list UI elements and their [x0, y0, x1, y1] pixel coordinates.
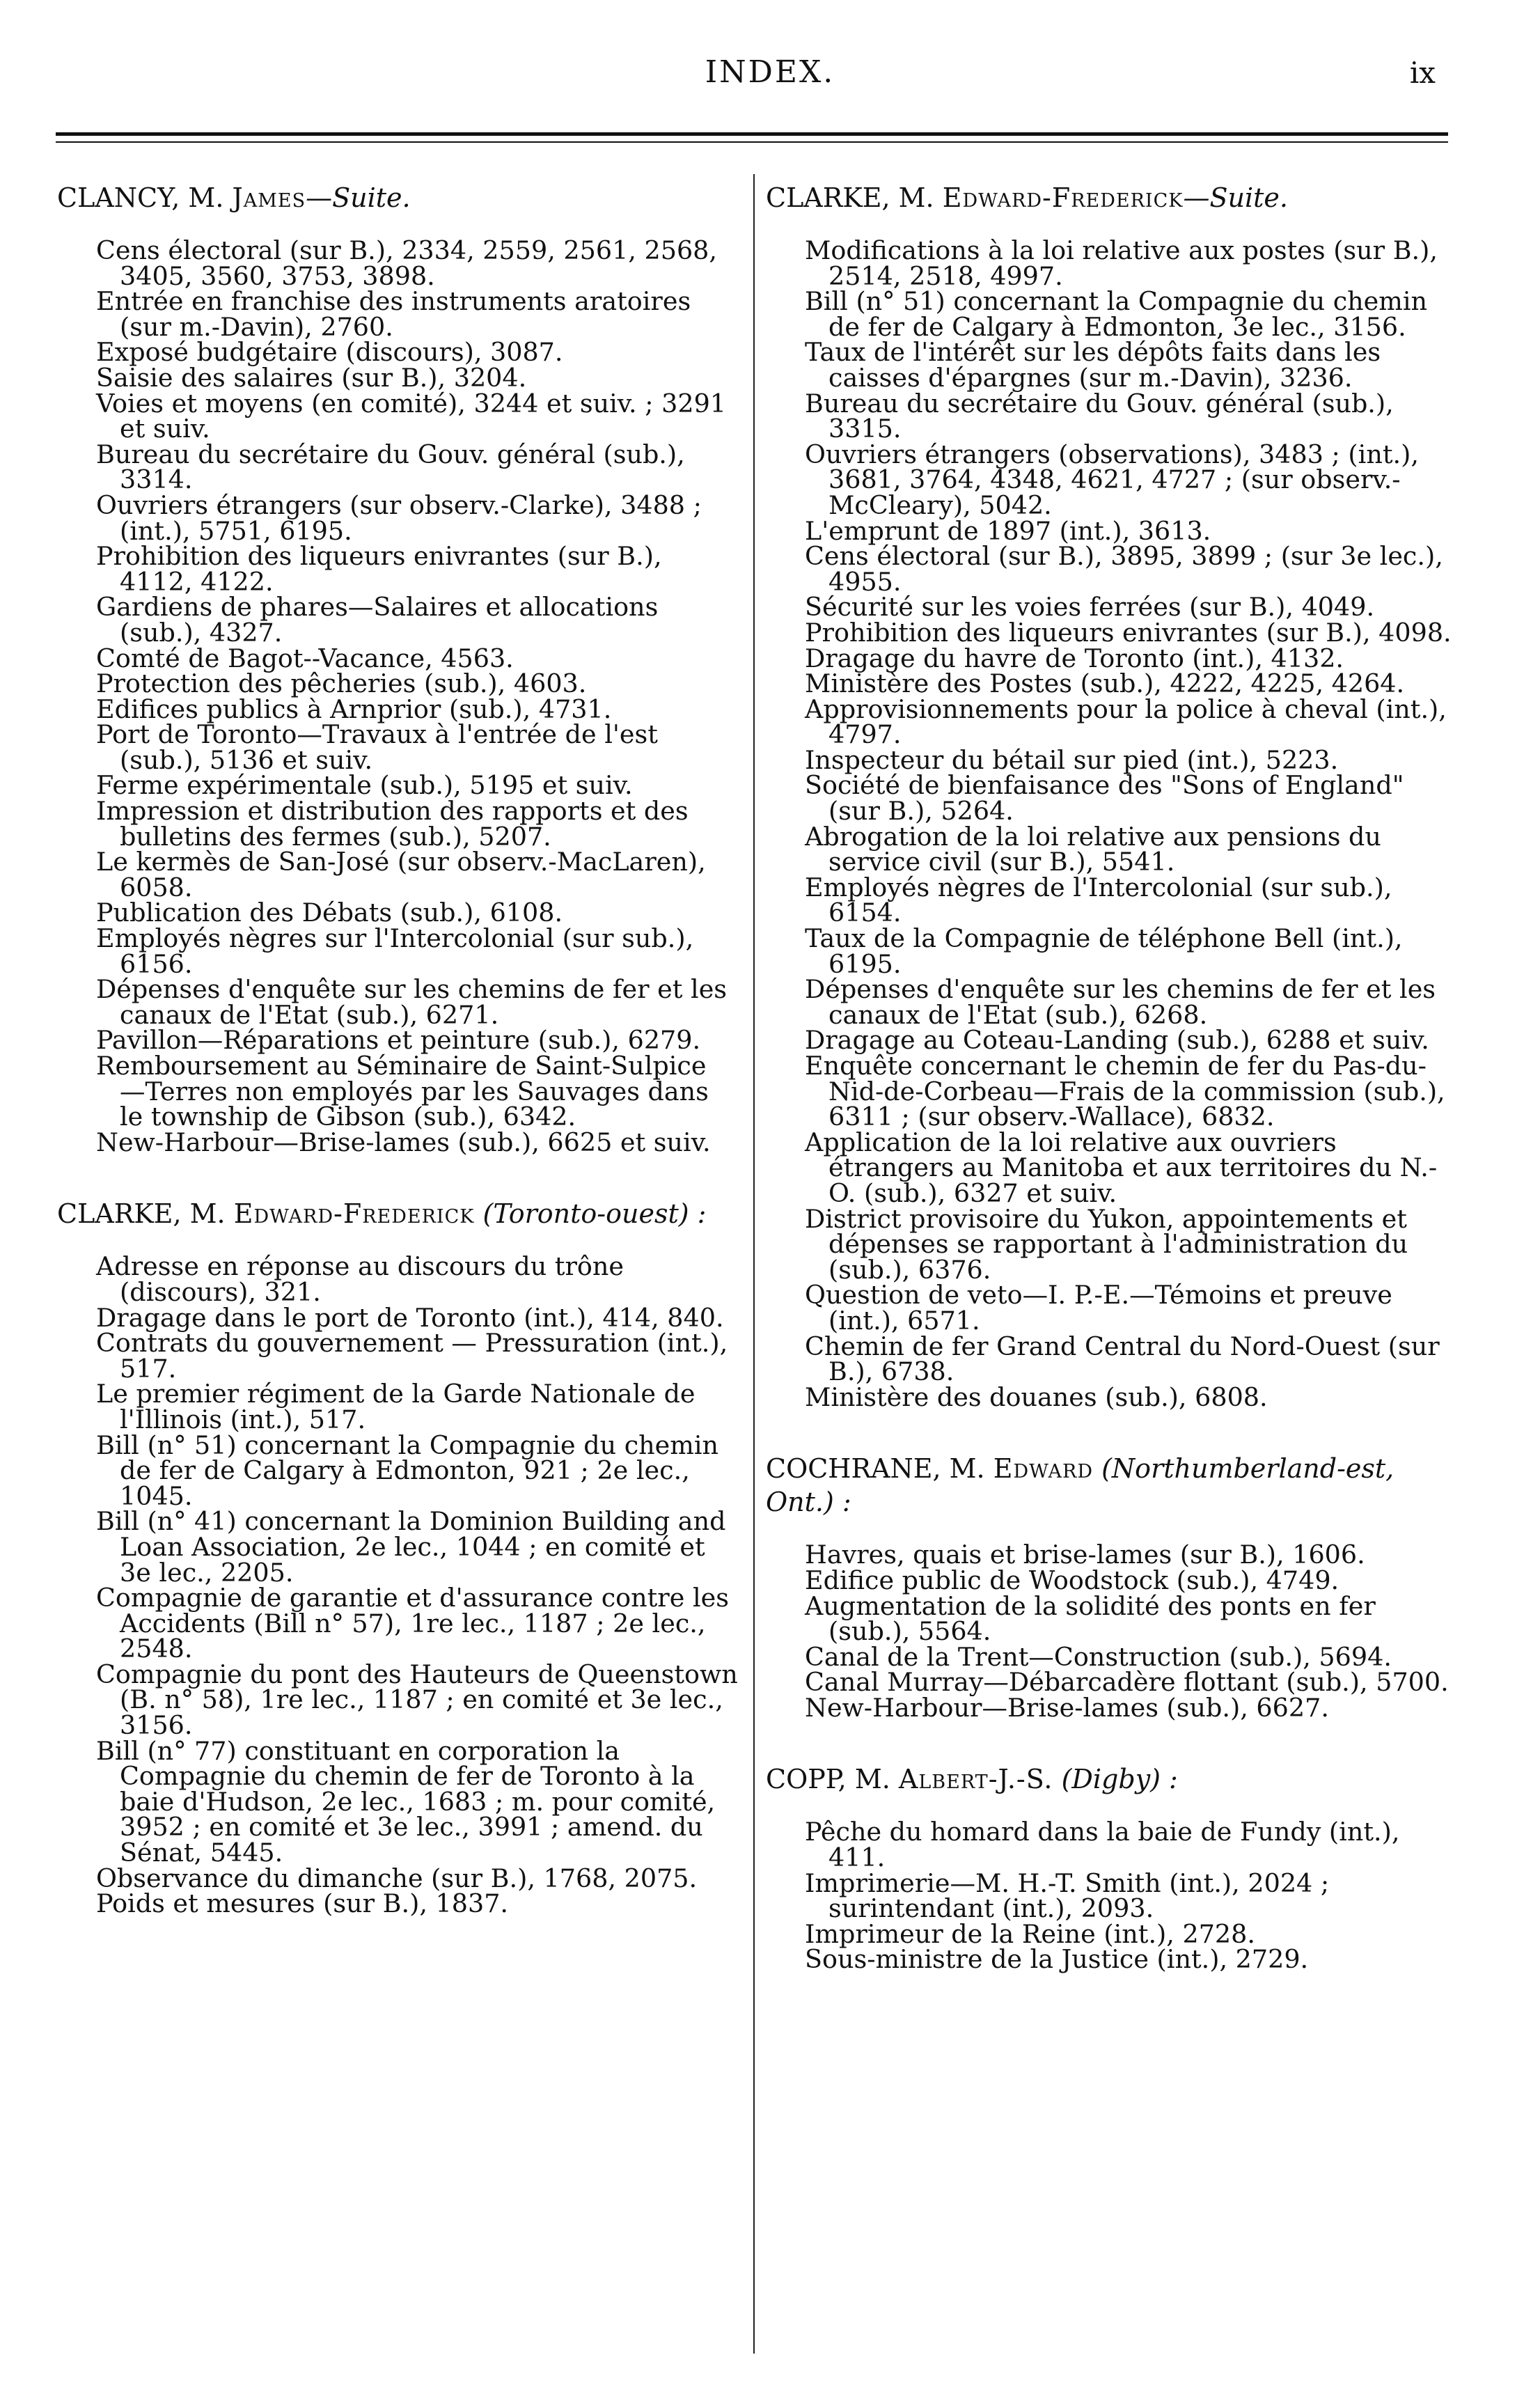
index-entry: Port de Toronto—Travaux à l'entrée de l'est (sub.), 5136 et suiv.: [96, 719, 658, 775]
index-entry: Bill (n° 77) constituant en corporation la Compagnie du chemin de fer de Toronto à la baie d'Hudson, 2e lec., 1683 ; m. pour comité, 3952 ; en comité et 3e lec., 3991 ; amend. du Sénat, 5445.: [96, 1735, 716, 1868]
person-riding: —Suite.: [1183, 182, 1288, 213]
index-entry: Inspecteur du bétail sur pied (int.), 5223.: [805, 744, 1339, 775]
header-rule-thin: [56, 141, 1448, 143]
person-riding: —Suite.: [306, 182, 411, 213]
index-entry: Havres, quais et brise-lames (sur B.), 1606.: [805, 1540, 1365, 1570]
right-column: [766, 181, 1462, 2014]
index-entry: Impression et distribution des rapports et des bulletins des fermes (sub.), 5207.: [96, 796, 689, 852]
index-entry: Dépenses d'enquête sur les chemins de fer et les canaux de l'Etat (sub.), 6268.: [805, 974, 1436, 1030]
page-number: ix: [1409, 56, 1436, 90]
index-entry: Canal Murray—Débarcadère flottant (sub.), 5700.: [805, 1667, 1449, 1698]
index-entry: Employés nègres sur l'Intercolonial (sur sub.), 6156.: [96, 923, 694, 979]
index-section-copp: [766, 1762, 1462, 1973]
index-entry: Prohibition des liqueurs enivrantes (sur B.), 4098.: [805, 617, 1452, 648]
index-entry: Gardiens de phares—Salaires et allocations (sub.), 4327.: [96, 592, 659, 648]
index-entry: Taux de la Compagnie de téléphone Bell (int.), 6195.: [805, 923, 1403, 979]
index-entry: District provisoire du Yukon, appointements et dépenses se rapportant à l'administration du (sub.), 6376.: [805, 1203, 1408, 1285]
index-entry: Compagnie du pont des Hauteurs de Queenstown (B. n° 58), 1re lec., 1187 ; en comité et 3e lec., 3156.: [96, 1659, 738, 1741]
person-surname: CLARKE, M.: [766, 182, 934, 213]
index-entry: Pêche du homard dans la baie de Fundy (int.), 411.: [805, 1817, 1400, 1873]
person-surname: COPP, M.: [766, 1764, 890, 1795]
index-entry: Cens électoral (sur B.), 3895, 3899 ; (sur 3e lec.), 4955.: [805, 541, 1443, 597]
index-entry: Taux de l'intérêt sur les dépôts faits dans les caisses d'épargnes (sur m.-Davin), 3236.: [805, 337, 1381, 393]
index-entry: Voies et moyens (en comité), 3244 et suiv. ; 3291 et suiv.: [96, 388, 727, 444]
person-heading: [57, 181, 739, 214]
index-section-clarke: [57, 1197, 739, 1919]
index-entry: New-Harbour—Brise-lames (sub.), 6625 et suiv.: [96, 1127, 711, 1157]
person-given-name: James: [232, 182, 306, 213]
index-entry: Approvisionnements pour la police à cheval (int.), 4797.: [805, 694, 1447, 750]
running-head: [0, 54, 1540, 103]
header-rule-thick: [56, 132, 1448, 136]
index-entry: Bill (n° 51) concernant la Compagnie du chemin de fer de Calgary à Edmonton, 3e lec., 3156.: [805, 286, 1428, 342]
index-entry: Edifice public de Woodstock (sub.), 4749.: [805, 1565, 1339, 1595]
index-entry: Saisie des salaires (sur B.), 3204.: [96, 362, 527, 393]
person-surname: CLANCY, M.: [57, 182, 224, 213]
index-entry: Remboursement au Séminaire de Saint-Sulpice —Terres non employés par les Sauvages dans le township de Gibson (sub.), 6342.: [96, 1051, 709, 1132]
index-entry: Compagnie de garantie et d'assurance contre les Accidents (Bill n° 57), 1re lec., 1187 ; 2e lec., 2548.: [96, 1583, 729, 1664]
person-heading: [766, 181, 1462, 214]
index-entry: Sécurité sur les voies ferrées (sur B.), 4049.: [805, 592, 1375, 623]
index-entry: Ministère des douanes (sub.), 6808.: [805, 1382, 1268, 1412]
index-entry: Bureau du secrétaire du Gouv. général (sub.), 3314.: [96, 439, 685, 495]
index-entry: Dragage dans le port de Toronto (int.), 414, 840.: [96, 1302, 724, 1333]
index-entry: Application de la loi relative aux ouvriers étrangers au Manitoba et aux territoires du N.-O. (sub.), 6327 et suiv.: [805, 1127, 1438, 1208]
column-divider: [753, 174, 755, 2354]
index-entry: Prohibition des liqueurs enivrantes (sur B.), 4112, 4122.: [96, 541, 662, 597]
index-entry: Dépenses d'enquête sur les chemins de fer et les canaux de l'Etat (sub.), 6271.: [96, 974, 728, 1030]
index-entry: Ministère des Postes (sub.), 4222, 4225, 4264.: [805, 668, 1405, 699]
person-heading: [766, 1452, 1462, 1519]
index-entry: Imprimerie—M. H.-T. Smith (int.), 2024 ; surintendant (int.), 2093.: [805, 1868, 1330, 1924]
person-surname: CLARKE, M.: [57, 1198, 226, 1230]
person-riding: (Digby) :: [1061, 1764, 1178, 1795]
index-section-cochrane: [766, 1452, 1462, 1721]
index-entry: Le premier régiment de la Garde Nationale de l'Illinois (int.), 517.: [96, 1379, 696, 1434]
index-entry: Bill (n° 51) concernant la Compagnie du chemin de fer de Calgary à Edmonton, 921 ; 2e lec., 1045.: [96, 1430, 719, 1511]
index-entry: Enquête concernant le chemin de fer du Pas-du-Nid-de-Corbeau—Frais de la commission (sub.), 6311 ; (sur observ.-Wallace), 6832.: [805, 1051, 1445, 1132]
index-entry: Société de bienfaisance des "Sons of England" (sur B.), 5264.: [805, 770, 1404, 827]
person-riding: (Northumberland-est, Ont.) :: [766, 1453, 1394, 1518]
index-entry: Exposé budgétaire (discours), 3087.: [96, 337, 563, 368]
index-entry: Bill (n° 41) concernant la Dominion Building and Loan Association, 2e lec., 1044 ; en comité et 3e lec., 2205.: [96, 1506, 726, 1588]
index-entry: Canal de la Trent—Construction (sub.), 5694.: [805, 1641, 1392, 1672]
index-entry: Dragage au Coteau-Landing (sub.), 6288 et suiv.: [805, 1025, 1429, 1056]
index-entry: Modifications à la loi relative aux postes (sur B.), 2514, 2518, 4997.: [805, 235, 1438, 291]
index-entry: L'emprunt de 1897 (int.), 3613.: [805, 515, 1211, 546]
index-entry: Publication des Débats (sub.), 6108.: [96, 898, 563, 928]
person-given-name: Albert-J.-S.: [898, 1764, 1053, 1795]
person-heading: [766, 1762, 1462, 1796]
index-entry: Le kermès de San-José (sur observ.-MacLaren), 6058.: [96, 847, 706, 902]
page-title: INDEX.: [705, 54, 835, 90]
person-given-name: Edward-Frederick: [233, 1198, 475, 1230]
index-entry: Observance du dimanche (sur B.), 1768, 2075.: [96, 1863, 698, 1893]
index-entry: Chemin de fer Grand Central du Nord-Ouest (sur B.), 6738.: [805, 1331, 1440, 1387]
index-entry: Ferme expérimentale (sub.), 5195 et suiv.: [96, 770, 633, 801]
person-given-name: Edward-Frederick: [942, 182, 1184, 213]
index-section-clarke-suite: [766, 181, 1462, 1410]
index-entry: Abrogation de la loi relative aux pensions du service civil (sur B.), 5541.: [805, 821, 1381, 877]
left-column: [57, 181, 739, 1959]
index-entry: Employés nègres de l'Intercolonial (sur sub.), 6154.: [805, 872, 1392, 928]
index-entry: Sous-ministre de la Justice (int.), 2729.: [805, 1944, 1309, 1975]
person-riding: (Toronto-ouest) :: [482, 1198, 707, 1230]
person-surname: COCHRANE, M.: [766, 1453, 985, 1485]
index-entry: Protection des pêcheries (sub.), 4603.: [96, 668, 587, 699]
index-entry: Entrée en franchise des instruments aratoires (sur m.-Davin), 2760.: [96, 286, 691, 342]
index-entry: Ouvriers étrangers (observations), 3483 ; (int.), 3681, 3764, 4348, 4621, 4727 ; (sur observ.-McCleary), 5042.: [805, 439, 1419, 520]
index-entry: Cens électoral (sur B.), 2334, 2559, 2561, 2568, 3405, 3560, 3753, 3898.: [96, 235, 717, 291]
person-given-name: Edward: [993, 1453, 1094, 1485]
index-entry: Bureau du secrétaire du Gouv. général (sub.), 3315.: [805, 388, 1394, 444]
index-entry: Edifices publics à Arnprior (sub.), 4731.: [96, 694, 612, 724]
index-entry: Contrats du gouvernement — Pressuration (int.), 517.: [96, 1328, 728, 1384]
index-entry: Poids et mesures (sur B.), 1837.: [96, 1888, 509, 1919]
index-entry: Adresse en réponse au discours du trône (discours), 321.: [96, 1251, 624, 1307]
index-entry: Imprimeur de la Reine (int.), 2728.: [805, 1918, 1255, 1949]
index-entry: Comté de Bagot--Vacance, 4563.: [96, 643, 514, 673]
index-entry: Question de veto—I. P.-E.—Témoins et preuve (int.), 6571.: [805, 1280, 1392, 1336]
index-entry: Dragage du havre de Toronto (int.), 4132.: [805, 643, 1344, 673]
index-entry: Pavillon—Réparations et peinture (sub.), 6279.: [96, 1025, 701, 1056]
person-heading: [57, 1197, 739, 1230]
index-entry: Augmentation de la solidité des ponts en fer (sub.), 5564.: [805, 1590, 1376, 1647]
index-section-clancy: [57, 181, 739, 1155]
index-entry: Ouvriers étrangers (sur observ.-Clarke), 3488 ; (int.), 5751, 6195.: [96, 490, 702, 546]
index-entry: New-Harbour—Brise-lames (sub.), 6627.: [805, 1692, 1329, 1723]
